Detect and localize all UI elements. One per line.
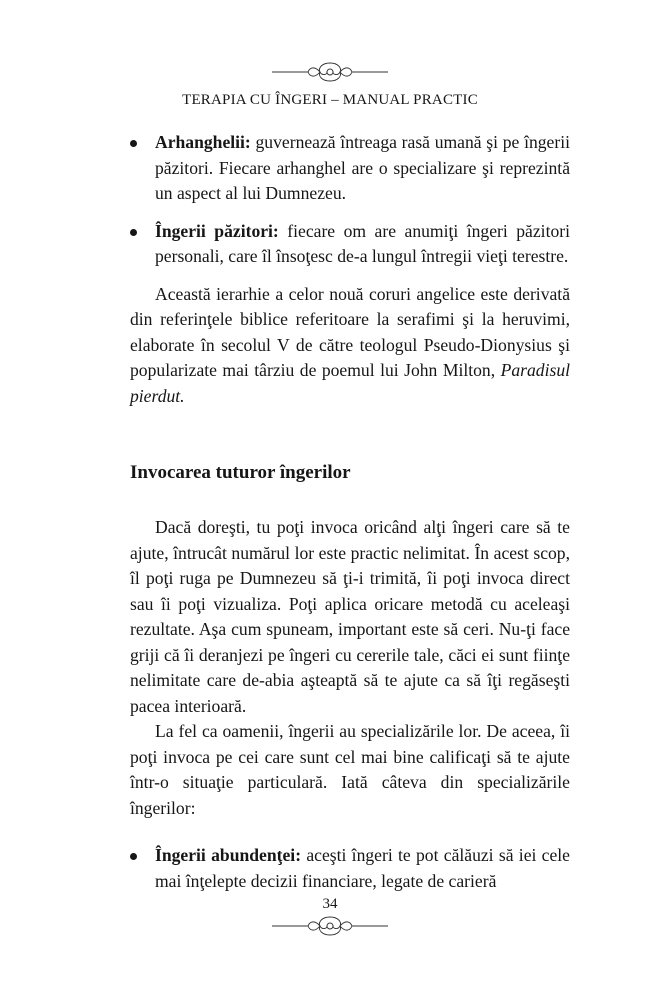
paragraph-hierarchy — [130, 282, 570, 410]
list-item — [130, 130, 570, 207]
bullet-list-bottom — [130, 843, 570, 894]
list-item-text: fiecare om are anumiţi îngeri păzitori personali, care îl însoţesc de-a lungul întregii vieţi terestre. — [155, 220, 570, 266]
paragraph-invoke: Dacă doreşti, tu poţi invoca oricând alţi îngeri care să te ajute, întrucât numărul lor este practic nelimitat. În acest scop, îl poţi ruga pe Dumnezeu să ţi-i trimită, îi poţi invoca direct sau îi poţi vizualiza. Poţi aplica oricare metodă cu aceleaşi rezultate. Aşa cum spuneam, important este să ceri. Nu-ţi face griji că îi deranjezi pe îngeri cu cererile tale, căci ei sunt fiinţe nelimitate care de-abia aşteaptă să te ajute ca să îţi regăseşti pacea interioară. — [130, 517, 570, 716]
top-ornament — [270, 58, 390, 86]
running-head: TERAPIA CU ÎNGERI – MANUAL PRACTIC — [182, 92, 478, 108]
list-item-term: Îngerii păzitori: — [155, 220, 279, 241]
list-item — [130, 219, 570, 270]
paragraph-text: Această ierarhie a celor nouă coruri angelice este derivată din referinţele biblice referitoare la serafimi şi la heruvimi, elaborate în secolul V de către teologul Pseudo-Dionysius şi popularizate mai târziu de poemul lui John Milton, — [130, 283, 570, 380]
book-title: Paradisul pierdut. — [130, 360, 570, 406]
page-body — [130, 130, 570, 894]
list-item — [130, 843, 570, 894]
list-item-text: guvernează întreaga rasă umană şi pe îngerii păzitori. Fiecare arhanghel are o specializare şi reprezintă un aspect al lui Dumnezeu. — [155, 132, 570, 203]
bottom-ornament — [270, 912, 390, 940]
paragraph-specializations: La fel ca oamenii, îngerii au specializările lor. De aceea, îi poţi invoca pe cei care sunt cel mai bine calificaţi să te ajute într-o situaţie particulară. Iată câteva din specializările îngerilor: — [130, 721, 570, 818]
bullet-list-top — [130, 130, 570, 270]
page-number: 34 — [322, 896, 338, 912]
list-item-term: Arhanghelii: — [155, 132, 251, 152]
list-item-text: aceşti îngeri te pot călăuzi să iei cele mai înţelepte decizii financiare, legate de carieră — [155, 845, 570, 891]
list-item-term: Îngerii abundenţei: — [155, 845, 302, 865]
section-heading: Invocarea tuturor îngerilor — [130, 462, 351, 483]
